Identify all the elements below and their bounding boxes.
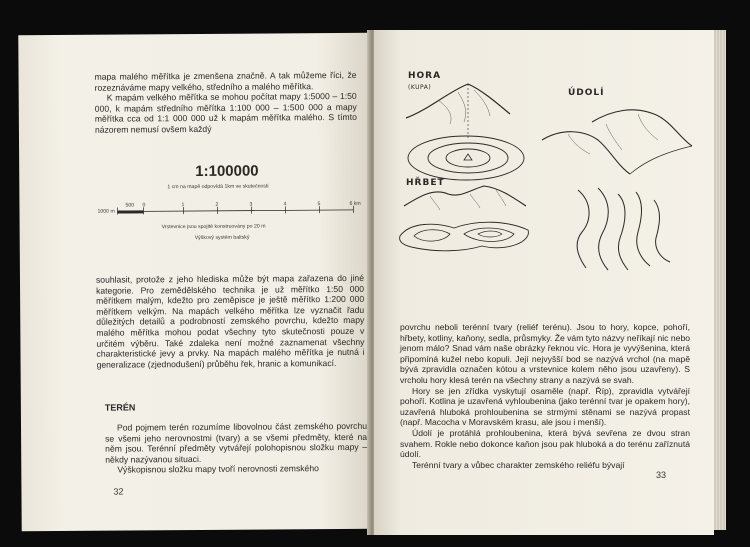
paragraph-terrain [105,421,367,476]
text-line: povrchu neboli terénní tvary (reliéf terénu). Jsou to hory, kopce, pohoří, hřbety, kotliny, kaňony, sedla, průsmyky. Že vám tyto názvy neříkají nic nebo jenom málo? Snad vám naše obrázky řeknou víc. Hora je vyvýšenina, která připomíná kužel nebo kopuli. Její nejvyšší bod se nazývá vrchol (na mapě bývá zpravidla označen kótou a vrstevnice kolem něho jsou uzavřeny). S vrcholu hory klesá terén na všechny strany a nazývá se svah. [400,322,690,385]
text-line: Výškopisnou složku mapy tvoří nerovnosti zemského [117,463,319,475]
scale-title: 1:100000 [195,162,259,181]
scale-note-height-system: Výškový systém baltský [194,234,250,242]
text-line: Pod pojmem terén rozumíme libovolnou část zemského povrchu se všemi jeho nerovnostmi (tvary) a se všemi předměty, které na něm jsou. Terénní předměty vytvářejí polohopisnou složku mapy – někdy nazývanou situaci. [105,420,368,465]
text-line: K mapám velkého měřítka se mohou počítat mapy 1:5000 – 1:50 000, k mapám středního měřítka 1:100 000 – 1:500 000 a mapy měřítka cca od 1:1 000 000 už k mapám měřítka malého. S tímto názorem nemusí ovšem každý [94,91,357,135]
right-page [374,30,714,535]
scale-label-left: 1000 m [97,208,115,215]
paragraph-landforms [400,322,690,470]
page-number-right: 33 [656,470,667,480]
label-kupa: (KUPA) [408,84,432,91]
text-line: souhlasit, protože z jeho hlediska může být mapa zařazena do jiné kategorie. Pro zemědělského technika je už měřítko 1:50 000 měřítkem malým, kdežto pro zeměpisce je ještě měřítko 1:200 000 měřítkem velkým. Na mapách velkého měřítka lze vyznačit řadu důležitých detailů a podrobností zemského povrchu, kdežto mapy malého měřítka mohou podat všechny tyto skutečnosti pouze v určitém výběru. Také zdaleka není možné zaznamenat všechny charakteristické jevy a prvky. Na mapách malého měřítka je nutná i generalizace (zjednodušení) průběhu řek, hranic a komunikací. [95,272,365,370]
scale-note-contours: Vrstevnice jsou spojité konstruovány po 20 m [161,223,266,231]
scale-tick-label: 4 [283,201,287,208]
text-line: Terénní tvary a vůbec charakter zemského reliéfu bývají [412,459,625,470]
paragraph-scale-intro [95,70,357,135]
page-number-left: 32 [113,486,124,497]
scale-tick-label: 3 [249,201,253,208]
scale-tick-label: 2 [215,201,219,208]
scale-caption: 1 cm na mapě odpovídá 1km ve skutečnosti [167,183,269,191]
ridge-sketch [400,176,530,216]
text-line: mapa malého měřítka je zmenšena značně. A tak můžeme říci, že rozeznáváme mapy velkého, středního a malého měřítka. [94,69,357,93]
valley-contours [558,180,688,275]
scale-tick-label: 1 [181,202,185,209]
paragraph-scale-categories [96,273,365,370]
ridge-contours [396,216,536,256]
scale-tick-label: 5 [317,201,321,208]
text-line: Údolí je protáhlá prohloubenina, která bývá sevřena ze dvou stran svahem. Rokle nebo dokonce kaňon jsou pak hluboká a do terénu zaříznutá údolí. [400,427,690,460]
scale-tick-label: 500 [125,202,135,209]
label-hora: HORA [408,71,442,81]
text-line: Hory se jen zřídka vyskytují osaměle (např. Říp), zpravidla vytvářejí pohoří. Kotlina je uzavřená vyhloubenina (jako terénní tvar je opakem hory), uzavřená hluboká prohloubenina se strmými stěnami se nazývá propast (např. Macocha v Moravském krasu, ale jsou i menší). [400,385,690,428]
left-page [18,33,373,531]
section-heading: TERÉN [104,402,136,413]
page-edges [712,30,726,530]
label-udoli: ÚDOLÍ [568,88,605,98]
label-hrbet: HŘBET [406,178,445,188]
valley-sketch [538,94,698,184]
scale-tick-label: 0 [142,202,146,209]
scale-tick-label: 6 km [349,200,361,207]
